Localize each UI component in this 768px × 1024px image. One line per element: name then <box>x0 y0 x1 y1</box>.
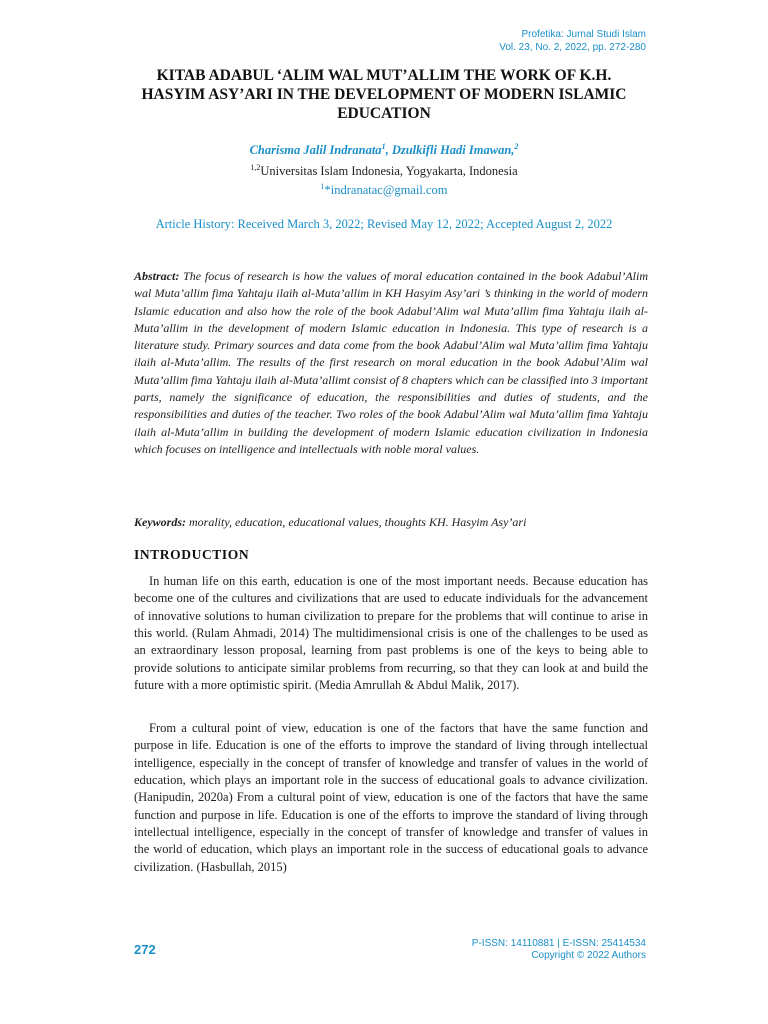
page-number: 272 <box>134 942 156 957</box>
copyright: Copyright © 2022 Authors <box>531 950 646 961</box>
author-1: Charisma Jalil Indranata <box>249 143 382 158</box>
abstract <box>134 268 648 458</box>
journal-header <box>499 29 646 54</box>
journal-volume: Vol. 23, No. 2, 2022, pp. 272-280 <box>499 41 646 53</box>
affiliation: Universitas Islam Indonesia, Yogyakarta, Indonesia <box>260 164 518 179</box>
affiliation-sup: 1,2 <box>250 163 261 172</box>
affiliation-line <box>134 163 634 179</box>
author-1-sup: 1 <box>381 142 386 151</box>
keywords <box>134 514 648 531</box>
keywords-label: Keywords: <box>134 515 186 529</box>
abstract-label: Abstract: <box>134 269 180 283</box>
introduction-paragraph-1: In human life on this earth, education is one of the most important needs. Because education has become one of the cultures and civilizations that are used to educate individuals for the advancement of innovative solutions to human civilization to prepare for the problems that will continue to arise in this world. (Rulam Ahmadi, 2014) The multidimensional crisis is one of the challenges to be used as an extraordinary lesson proposal, learning from past problems is one of the keys to being able to provide solutions to anticipate similar problems from recurring, so that they can look at and build the future with a more optimistic spirit. (Media Amrullah & Abdul Malik, 2017). <box>134 574 648 693</box>
author-2-sup: 2 <box>514 142 519 151</box>
authors-line: Charisma Jalil Indranata$^1$, Dzulkifli Hadi Imawan,$^2$ <box>249 142 519 158</box>
article-history: Article History: Received March 3, 2022; Revised May 12, 2022; Accepted August 2, 2022 <box>155 217 613 231</box>
section-heading-introduction: INTRODUCTION <box>134 547 250 562</box>
abstract-text: The focus of research is how the values of moral education contained in the book Adabul’Alim wal Muta’allim fima Yahtaju ilaih al-Muta’allim in KH Hasyim Asy’ari ’s thinking in the world of modern Islamic education and also how the role of the book Adabul’Alim wal Muta’allim fima Yahtaju ilaih al-Muta’allim in the development of modern Islamic education in Indonesia. This type of research is a literature study. Primary sources and data come from the book Adabul’Alim wal Muta’allim fima Yahtaju ilaih al-Muta’allim. The results of the first research on moral education in the book Adabul’Alim wal Muta’allim fima Yahtaju ilaih al-Muta’allimt consist of 8 chapters which can be classified into 3 important parts, namely the significance of education, the responsibilities and duties of students, and the responsibilities and duties of the teacher. Two roles of the book Adabul’Alim wal Muta’allim fima Yahtaju ilaih al-Muta’allim in building the development of modern Islamic education civilization in Indonesia which focuses on intelligence and intellectuals with noble moral values. <box>134 269 648 456</box>
footer-issn-block <box>472 938 646 962</box>
author-2: Dzulkifli Hadi Imawan <box>391 143 512 158</box>
email-sup: 1 <box>320 182 325 191</box>
article-title: KITAB ADABUL ‘ALIM WAL MUT’ALLIM THE WORK OF K.H. HASYIM ASY’ARI IN THE DEVELOPMENT OF MODERN ISLAMIC EDUCATION <box>141 67 627 122</box>
keywords-text: morality, education, educational values, thoughts KH. Hasyim Asy’ari <box>189 515 527 529</box>
corresponding-email: *indranatac@gmail.com <box>324 183 448 198</box>
introduction-paragraph-2: From a cultural point of view, education is one of the factors that have the same function and purpose in life. Education is one of the efforts to improve the standard of living through intellectual intelligence, especially in the concept of transfer of knowledge and transfer of values in the world of education, which plays an important role in the success of educational goals to advance civilization. (Hanipudin, 2020a) From a cultural point of view, education is one of the factors that have the same function and purpose in life. Education is one of the efforts to improve the standard of living through intellectual intelligence, especially in the concept of transfer of knowledge and transfer of values in the world of education, which plays an important role in the success of educational goals to advance civilization. (Hasbullah, 2015) <box>134 721 648 874</box>
email-line <box>134 182 634 198</box>
issn: P-ISSN: 14110881 | E-ISSN: 25414534 <box>471 938 646 949</box>
journal-name: Profetika: Jurnal Studi Islam <box>521 29 646 40</box>
